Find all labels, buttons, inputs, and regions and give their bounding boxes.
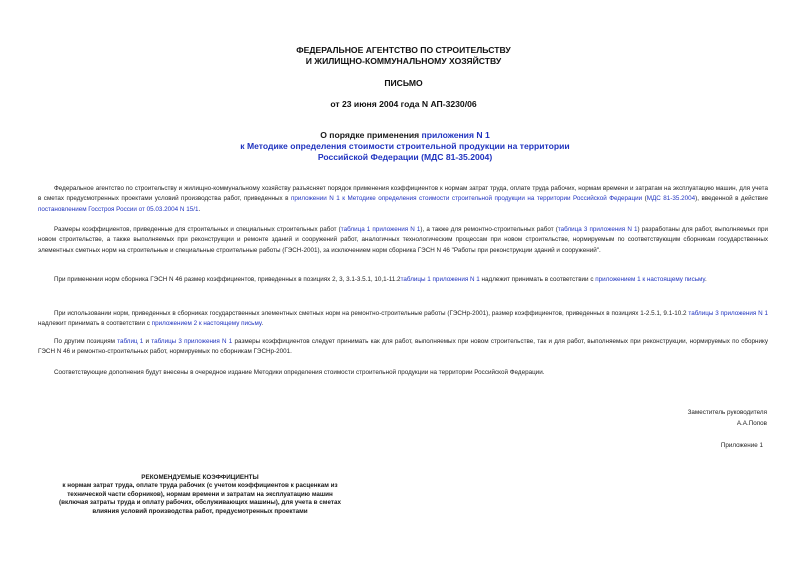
link-table-1[interactable]: таблица 1 приложения N 1 xyxy=(340,226,421,233)
paragraph-1-text-c: ), введенной в действие xyxy=(695,195,768,203)
recommended-line4: влияния условий производства работ, предусмотренных проектами xyxy=(92,507,308,515)
link-appendix-2-letter[interactable]: приложением 2 к настоящему письму xyxy=(151,320,262,328)
paragraph-4-text-a: При использовании норм, приведенных в сборниках государственных элементных сметных норм на ремонтно-строительные работы (ГЭСНр-2001), размер коэффициентов, приведенных в позициях 1-2.5.1, 9.1-10.2 xyxy=(54,310,689,317)
link-table-3[interactable]: таблица 3 приложения N 1 xyxy=(557,226,638,233)
paragraph-2-text-c: ) разработаны для работ, выполняемых при новом строительстве, а также выполняемых при реконструкции и ремонте зданий и сооружений работ, аналогичных технологическим процессам при новом строительстве, нормируемым по соответствующим сборникам государственных элементных сметных норм на строительные и специальные строительные работы (ГЭСН-2001), за исключением норм сборника ГЭСН N 46 "Работы при реконструкции зданий и сооружений". xyxy=(38,226,768,254)
appendix-label: Приложение 1 xyxy=(720,442,763,449)
paragraph-6-text: Соответствующие дополнения будут внесены в очередное издание Методики определения стоимости строительной продукции на территории Российской Федерации. xyxy=(54,369,545,376)
paragraph-3-text-a: При применении норм сборника ГЭСН N 46 размер коэффициентов, приведенных в позициях 2, 3, 3.1-3.5.1, 10,1-11.2 xyxy=(54,276,401,283)
paragraph-1-text-d: . xyxy=(198,205,201,213)
link-table-1-appendix[interactable]: таблицы 1 приложения N 1 xyxy=(400,276,480,283)
paragraph-5-text-b: и xyxy=(143,338,152,345)
paragraph-5-text-c: размеры коэффициентов следует принимать как для работ, выполняемых при новом строительстве, так и для работ, выполняемых при реконструкции, нормируемых по сборнику ГЭСН N 46 и ремонтно-строительных работ, нормируемых по сборникам ГЭСНр-2001. xyxy=(38,338,768,356)
paragraph-3 xyxy=(38,275,768,285)
paragraph-5 xyxy=(38,337,768,358)
recommended-coefficients-heading xyxy=(40,474,360,516)
paragraph-1-text-a: Федеральное агентство по строительству и жилищно-коммунальному хозяйству разъясняет порядок применения коэффициентов к нормам затрат труда, оплате труда рабочих, нормам времени и затратам на эксплуатацию машин, для учета в сметах предусмотренных проектами условий производства работ, приведенных в xyxy=(38,185,768,203)
paragraph-2-text-b: ), а также для ремонтно-строительных работ ( xyxy=(420,226,558,233)
document-date-number: от 23 июня 2004 года N АП-3230/06 xyxy=(330,99,477,109)
paragraph-1 xyxy=(38,184,768,215)
paragraph-4-text-c: . xyxy=(261,320,264,328)
paragraph-1-text-b: ( xyxy=(642,195,647,203)
paragraph-3-text-b: надлежит принимать в соответствии с xyxy=(479,276,596,283)
agency-title-line2: И ЖИЛИЩНО-КОММУНАЛЬНОМУ ХОЗЯЙСТВУ xyxy=(305,56,502,66)
link-gosstroy-resolution[interactable]: постановлением Госстроя России от 05.03.2004 N 15/1 xyxy=(38,205,199,213)
subject-prefix: О порядке применения xyxy=(320,130,422,140)
signature-name: А.А.Попов xyxy=(736,419,767,427)
link-mds[interactable]: МДС 81-35.2004 xyxy=(646,195,696,203)
agency-title-line1: ФЕДЕРАЛЬНОЕ АГЕНТСТВО ПО СТРОИТЕЛЬСТВУ xyxy=(296,45,511,55)
signature-position: Заместитель руководителя xyxy=(687,409,767,416)
paragraph-4 xyxy=(38,309,768,330)
paragraph-2-text-a: Размеры коэффициентов, приведенные для строительных и специальных строительных работ ( xyxy=(54,226,341,233)
recommended-line1: к нормам затрат труда, оплате труда рабочих (с учетом коэффициентов к расценкам из xyxy=(62,482,338,490)
signature-block xyxy=(688,408,767,429)
link-table-3-appendix[interactable]: таблицы 3 приложения N 1 xyxy=(688,310,768,317)
subject-line3[interactable]: Российской Федерации (МДС 81-35.2004) xyxy=(317,152,493,162)
paragraph-4-text-b: надлежит принимать в соответствии с xyxy=(38,320,152,328)
link-table-3-appendix-2[interactable]: таблицы 3 приложения N 1 xyxy=(151,338,233,345)
recommended-line3: (включая затраты труда и оплату рабочих, обслуживающих машины), для учета в сметах xyxy=(59,499,341,507)
paragraph-5-text-a: По другим позициям xyxy=(54,338,118,345)
paragraph-3-text-c: . xyxy=(704,276,707,283)
document-type: ПИСЬМО xyxy=(384,78,423,88)
subject-appendix-link[interactable]: приложения N 1 xyxy=(421,130,490,140)
recommended-line2: технической части сборников), нормам времени и затратам на эксплуатацию машин xyxy=(67,490,333,498)
link-appendix-1-letter[interactable]: приложением 1 к настоящему письму xyxy=(595,276,705,283)
link-tables-1[interactable]: таблиц 1 xyxy=(117,338,144,345)
subject-line1 xyxy=(150,130,660,141)
subject-line2[interactable]: к Методике определения стоимости строительной продукции на территории xyxy=(240,141,570,151)
link-appendix-methodology[interactable]: приложении N 1 к Методике определения стоимости строительной продукции на территории Российской Федерации xyxy=(290,195,643,203)
paragraph-6 xyxy=(38,368,768,378)
recommended-title: РЕКОМЕНДУЕМЫЕ КОЭФФИЦИЕНТЫ xyxy=(141,474,259,481)
paragraph-2 xyxy=(38,225,768,256)
